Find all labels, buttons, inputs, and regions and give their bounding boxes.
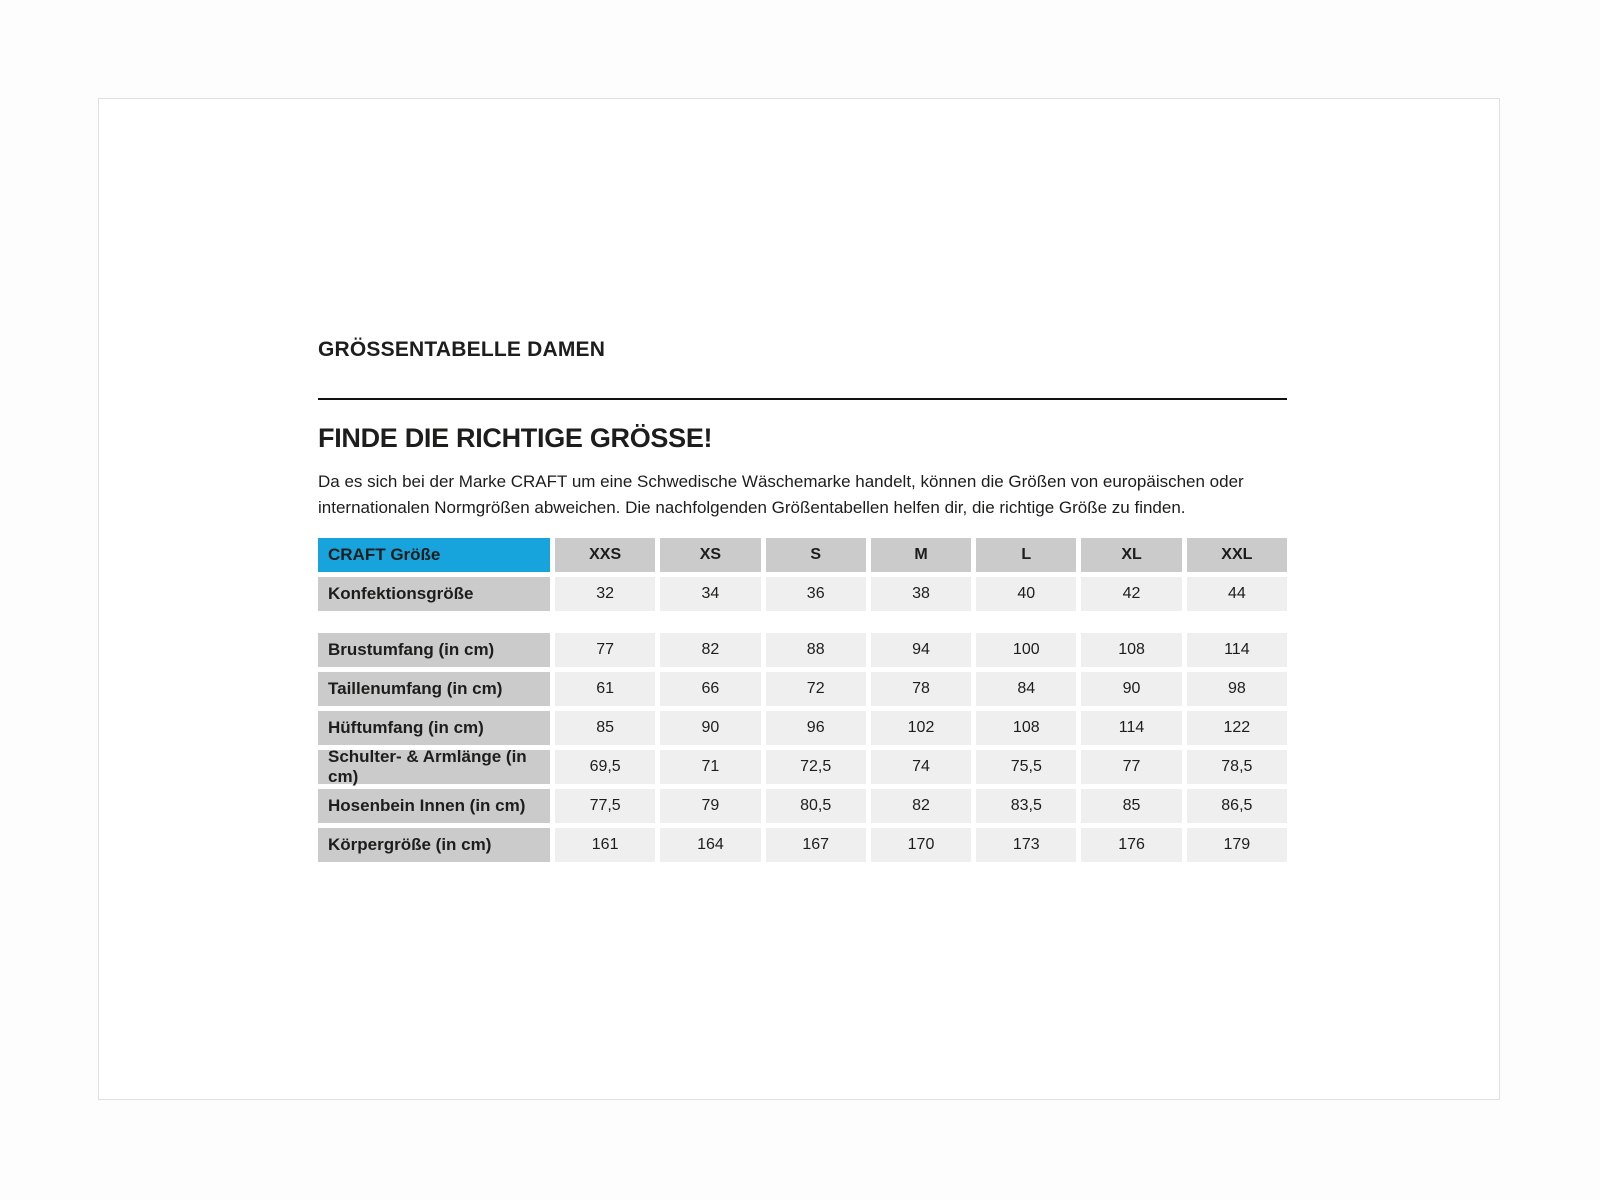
table-cell: 36	[766, 577, 866, 611]
table-cell: 74	[871, 750, 971, 784]
divider-rule	[318, 398, 1287, 400]
table-cell: 85	[1081, 789, 1181, 823]
page-heading: FINDE DIE RICHTIGE GRÖSSE!	[318, 423, 713, 453]
table-cell: 170	[871, 828, 971, 862]
table-cell: 179	[1187, 828, 1287, 862]
table-cell: 176	[1081, 828, 1181, 862]
table-cell: 82	[871, 789, 971, 823]
table-row-label: Hüftumfang (in cm)	[318, 711, 550, 745]
table-cell: 122	[1187, 711, 1287, 745]
table-cell: 83,5	[976, 789, 1076, 823]
table-cell: 173	[976, 828, 1076, 862]
table-cell: 167	[766, 828, 866, 862]
table-cell: 72	[766, 672, 866, 706]
size-column-header-xl: XL	[1081, 538, 1181, 572]
table-cell: 44	[1187, 577, 1287, 611]
table-cell: 77,5	[555, 789, 655, 823]
table-row-label: Körpergröße (in cm)	[318, 828, 550, 862]
table-cell: 90	[1081, 672, 1181, 706]
table-cell: 78,5	[1187, 750, 1287, 784]
table-cell: 108	[976, 711, 1076, 745]
table-row-label: Taillenumfang (in cm)	[318, 672, 550, 706]
size-column-header-s: S	[766, 538, 866, 572]
size-column-header-xxl: XXL	[1187, 538, 1287, 572]
table-cell: 161	[555, 828, 655, 862]
table-cell: 40	[976, 577, 1076, 611]
table-cell: 114	[1081, 711, 1181, 745]
table-cell: 61	[555, 672, 655, 706]
table-cell: 102	[871, 711, 971, 745]
table-cell: 34	[660, 577, 760, 611]
content-column	[318, 99, 1287, 862]
size-column-header-m: M	[871, 538, 971, 572]
table-cell: 72,5	[766, 750, 866, 784]
table-cell: 84	[976, 672, 1076, 706]
table-section-spacer	[318, 616, 1287, 628]
size-column-header-l: L	[976, 538, 1076, 572]
table-cell: 98	[1187, 672, 1287, 706]
table-cell: 90	[660, 711, 760, 745]
table-cell: 71	[660, 750, 760, 784]
table-cell: 86,5	[1187, 789, 1287, 823]
content-card	[98, 98, 1500, 1100]
table-cell: 114	[1187, 633, 1287, 667]
table-cell: 69,5	[555, 750, 655, 784]
table-cell: 88	[766, 633, 866, 667]
size-column-header-xs: XS	[660, 538, 760, 572]
table-cell: 82	[660, 633, 760, 667]
intro-line-2: internationalen Normgrößen abweichen. Die nachfolgenden Größentabellen helfen dir, die richtige Größe zu finden.	[318, 498, 1186, 517]
table-cell: 108	[1081, 633, 1181, 667]
table-cell: 77	[1081, 750, 1181, 784]
table-cell: 85	[555, 711, 655, 745]
table-cell: 94	[871, 633, 971, 667]
table-cell: 32	[555, 577, 655, 611]
table-row-label: Konfektionsgröße	[318, 577, 550, 611]
section-title: GRÖSSENTABELLE DAMEN	[318, 338, 606, 361]
size-column-header-xxs: XXS	[555, 538, 655, 572]
table-corner-cell: CRAFT Größe	[318, 538, 550, 572]
table-cell: 164	[660, 828, 760, 862]
table-row-label: Schulter- & Armlänge (in cm)	[318, 750, 550, 784]
table-cell: 100	[976, 633, 1076, 667]
table-cell: 38	[871, 577, 971, 611]
table-cell: 77	[555, 633, 655, 667]
table-cell: 66	[660, 672, 760, 706]
size-table	[318, 538, 1287, 862]
table-cell: 79	[660, 789, 760, 823]
intro-line-1: Da es sich bei der Marke CRAFT um eine Schwedische Wäschemarke handelt, können die Größen von europäischen oder	[318, 472, 1244, 491]
intro-paragraph	[318, 469, 1287, 521]
table-cell: 75,5	[976, 750, 1076, 784]
table-row-label: Brustumfang (in cm)	[318, 633, 550, 667]
table-row-label: Hosenbein Innen (in cm)	[318, 789, 550, 823]
table-cell: 96	[766, 711, 866, 745]
table-cell: 80,5	[766, 789, 866, 823]
table-cell: 78	[871, 672, 971, 706]
table-cell: 42	[1081, 577, 1181, 611]
